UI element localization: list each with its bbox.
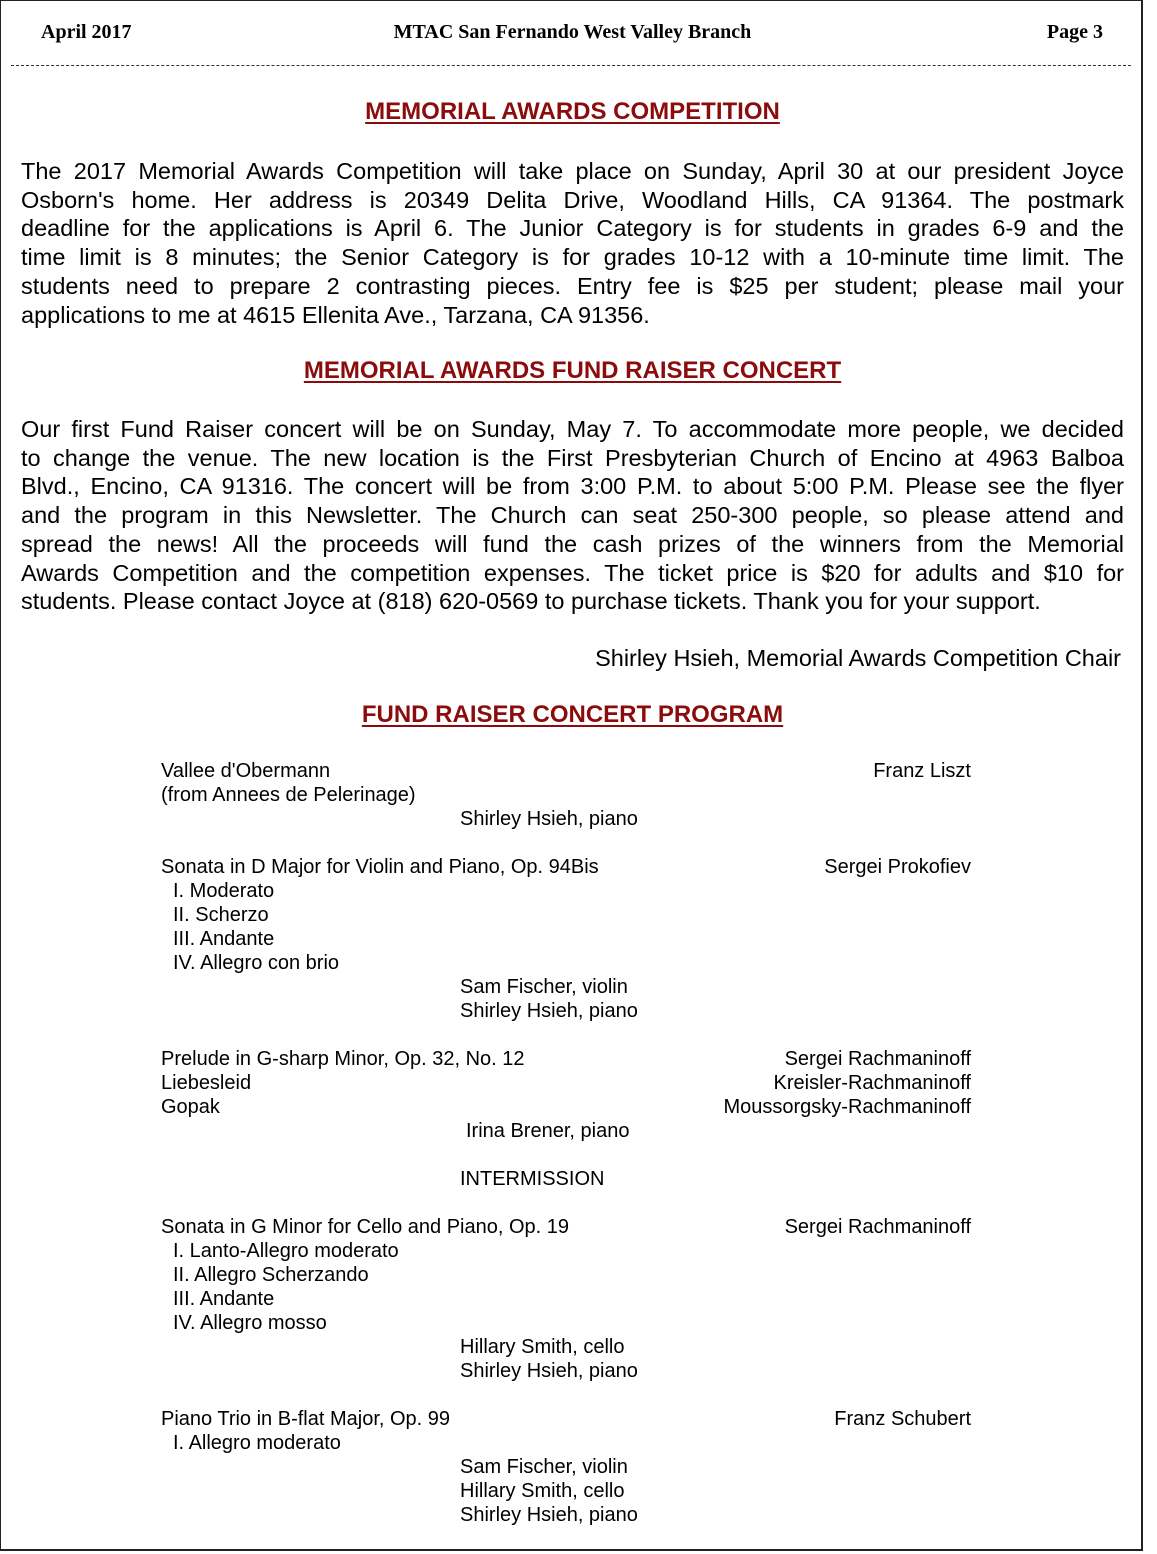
competition-paragraph: [21, 157, 1124, 329]
program-piece: [161, 759, 971, 831]
performer-row: [161, 999, 971, 1023]
paragraph-line: Blvd., Encino, CA 91316. The concert will be from 3:00 P.M. to about 5:00 P.M. Please see the flyer: [21, 473, 1124, 500]
movement: I. Moderato: [173, 880, 275, 902]
paragraph-line: to change the venue. The new location is the First Presbyterian Church of Encino at 4963 Balboa: [21, 444, 1124, 471]
intermission-row: [161, 1167, 971, 1191]
paragraph-line: applications to me at 4615 Ellenita Ave., Tarzana, CA 91356.: [21, 301, 650, 328]
performer-row: [161, 1479, 971, 1503]
intermission-label: INTERMISSION: [460, 1168, 605, 1190]
movement-row: [161, 927, 971, 951]
paragraph-line: deadline for the applications is April 6. The Junior Category is for students in grades 6-9 and the: [21, 215, 1124, 242]
piece-title: Liebesleid: [161, 1072, 252, 1094]
movement-row: [161, 1263, 971, 1287]
program-spacer: [161, 1383, 971, 1407]
piece-title: Piano Trio in B-flat Major, Op. 99: [161, 1408, 451, 1430]
performer: Shirley Hsieh, piano: [460, 808, 638, 830]
program-spacer: [161, 1143, 971, 1167]
movement-row: [161, 1239, 971, 1263]
movement: I. Lanto-Allegro moderato: [173, 1240, 399, 1262]
movement-row: [161, 903, 971, 927]
paragraph-line: Awards Competition and the competition expenses. The ticket price is $20 for adults and $10 for: [21, 559, 1124, 586]
piece-title-row: [161, 855, 971, 879]
movement: III. Andante: [173, 1288, 275, 1310]
movement-row: [161, 951, 971, 975]
signature: Shirley Hsieh, Memorial Awards Competition Chair: [595, 645, 1121, 671]
concert-paragraph: [21, 415, 1124, 616]
piece-title-row: [161, 759, 971, 783]
paragraph-line: The 2017 Memorial Awards Competition will take place on Sunday, April 30 at our president Joyce: [21, 158, 1124, 184]
performer: Sam Fischer, violin: [460, 1456, 628, 1478]
performer: Shirley Hsieh, piano: [460, 1000, 638, 1022]
paragraph-line: students. Please contact Joyce at (818) 620-0569 to purchase tickets. Thank you for your support.: [21, 588, 1041, 615]
movement-row: [161, 1287, 971, 1311]
performer-row: [161, 1119, 971, 1143]
performer: Shirley Hsieh, piano: [460, 1504, 638, 1526]
performer-row: [161, 1359, 971, 1383]
composer: Moussorgsky-Rachmaninoff: [723, 1096, 971, 1118]
movement-row: [161, 1431, 971, 1455]
piece-title: Gopak: [161, 1096, 220, 1118]
performer-row: [161, 1455, 971, 1479]
paragraph-line: and the program in this Newsletter. The Church can seat 250-300 people, so please attend and: [21, 502, 1124, 529]
composer: Franz Liszt: [873, 760, 971, 782]
paragraph-line: time limit is 8 minutes; the Senior Category is for grades 10-12 with a 10-minute time limit. The: [21, 244, 1124, 271]
program-piece: [161, 1215, 971, 1383]
piece-title-row: [161, 1095, 971, 1119]
composer: Kreisler-Rachmaninoff: [773, 1072, 971, 1094]
header-divider: [11, 65, 1131, 66]
movement: IV. Allegro mosso: [173, 1312, 327, 1334]
piece-title: Vallee d'Obermann: [161, 760, 331, 782]
performer: Sam Fischer, violin: [460, 976, 628, 998]
piece-title-row: [161, 1071, 971, 1095]
movement: II. Allegro Scherzando: [173, 1264, 369, 1286]
composer: Sergei Rachmaninoff: [784, 1216, 971, 1238]
movement: IV. Allegro con brio: [173, 952, 340, 974]
performer: Irina Brener, piano: [466, 1120, 630, 1142]
header-title: MTAC San Fernando West Valley Branch: [393, 21, 752, 43]
movement: III. Andante: [173, 928, 275, 950]
piece-title: (from Annees de Pelerinage): [161, 784, 416, 806]
piece-title: Prelude in G-sharp Minor, Op. 32, No. 12: [161, 1048, 525, 1070]
paragraph-line: Our first Fund Raiser concert will be on Sunday, May 7. To accommodate more people, we decided: [21, 416, 1124, 442]
header-date: April 2017: [41, 21, 132, 43]
performer: Hillary Smith, cello: [460, 1336, 625, 1358]
movement-row: [161, 879, 971, 903]
performer-row: [161, 807, 971, 831]
performer: Hillary Smith, cello: [460, 1480, 625, 1502]
program-piece: [161, 1047, 971, 1143]
performer-row: [161, 1503, 971, 1527]
concert-program: [161, 759, 971, 1527]
performer: Shirley Hsieh, piano: [460, 1360, 638, 1382]
piece-title-row: [161, 1215, 971, 1239]
paragraph-line: students need to prepare 2 contrasting pieces. Entry fee is $25 per student; please mail your: [21, 272, 1124, 299]
competition-heading: MEMORIAL AWARDS COMPETITION: [365, 98, 780, 125]
performer-row: [161, 1335, 971, 1359]
piece-title-row: [161, 1047, 971, 1071]
composer: Sergei Rachmaninoff: [784, 1048, 971, 1070]
program-spacer: [161, 1191, 971, 1215]
program-piece: [161, 1407, 971, 1527]
movement: II. Scherzo: [173, 904, 269, 926]
paragraph-line: Osborn's home. Her address is 20349 Delita Drive, Woodland Hills, CA 91364. The postmark: [21, 186, 1124, 213]
paragraph-line: spread the news! All the proceeds will fund the cash prizes of the winners from the Memorial: [21, 530, 1124, 557]
concert-heading: MEMORIAL AWARDS FUND RAISER CONCERT: [303, 357, 842, 384]
composer: Franz Schubert: [834, 1408, 971, 1430]
piece-title: Sonata in D Major for Violin and Piano, Op. 94Bis: [161, 856, 599, 878]
composer: Sergei Prokofiev: [824, 856, 971, 878]
performer-row: [161, 975, 971, 999]
program-piece: [161, 1167, 971, 1191]
program-heading: FUND RAISER CONCERT PROGRAM: [361, 701, 784, 728]
piece-title-row: [161, 783, 971, 807]
program-spacer: [161, 1023, 971, 1047]
movement: I. Allegro moderato: [173, 1432, 341, 1454]
header-page-number: Page 3: [1046, 21, 1103, 43]
piece-title-row: [161, 1407, 971, 1431]
movement-row: [161, 1311, 971, 1335]
program-spacer: [161, 831, 971, 855]
piece-title: Sonata in G Minor for Cello and Piano, Op. 19: [161, 1216, 570, 1238]
program-piece: [161, 855, 971, 1023]
